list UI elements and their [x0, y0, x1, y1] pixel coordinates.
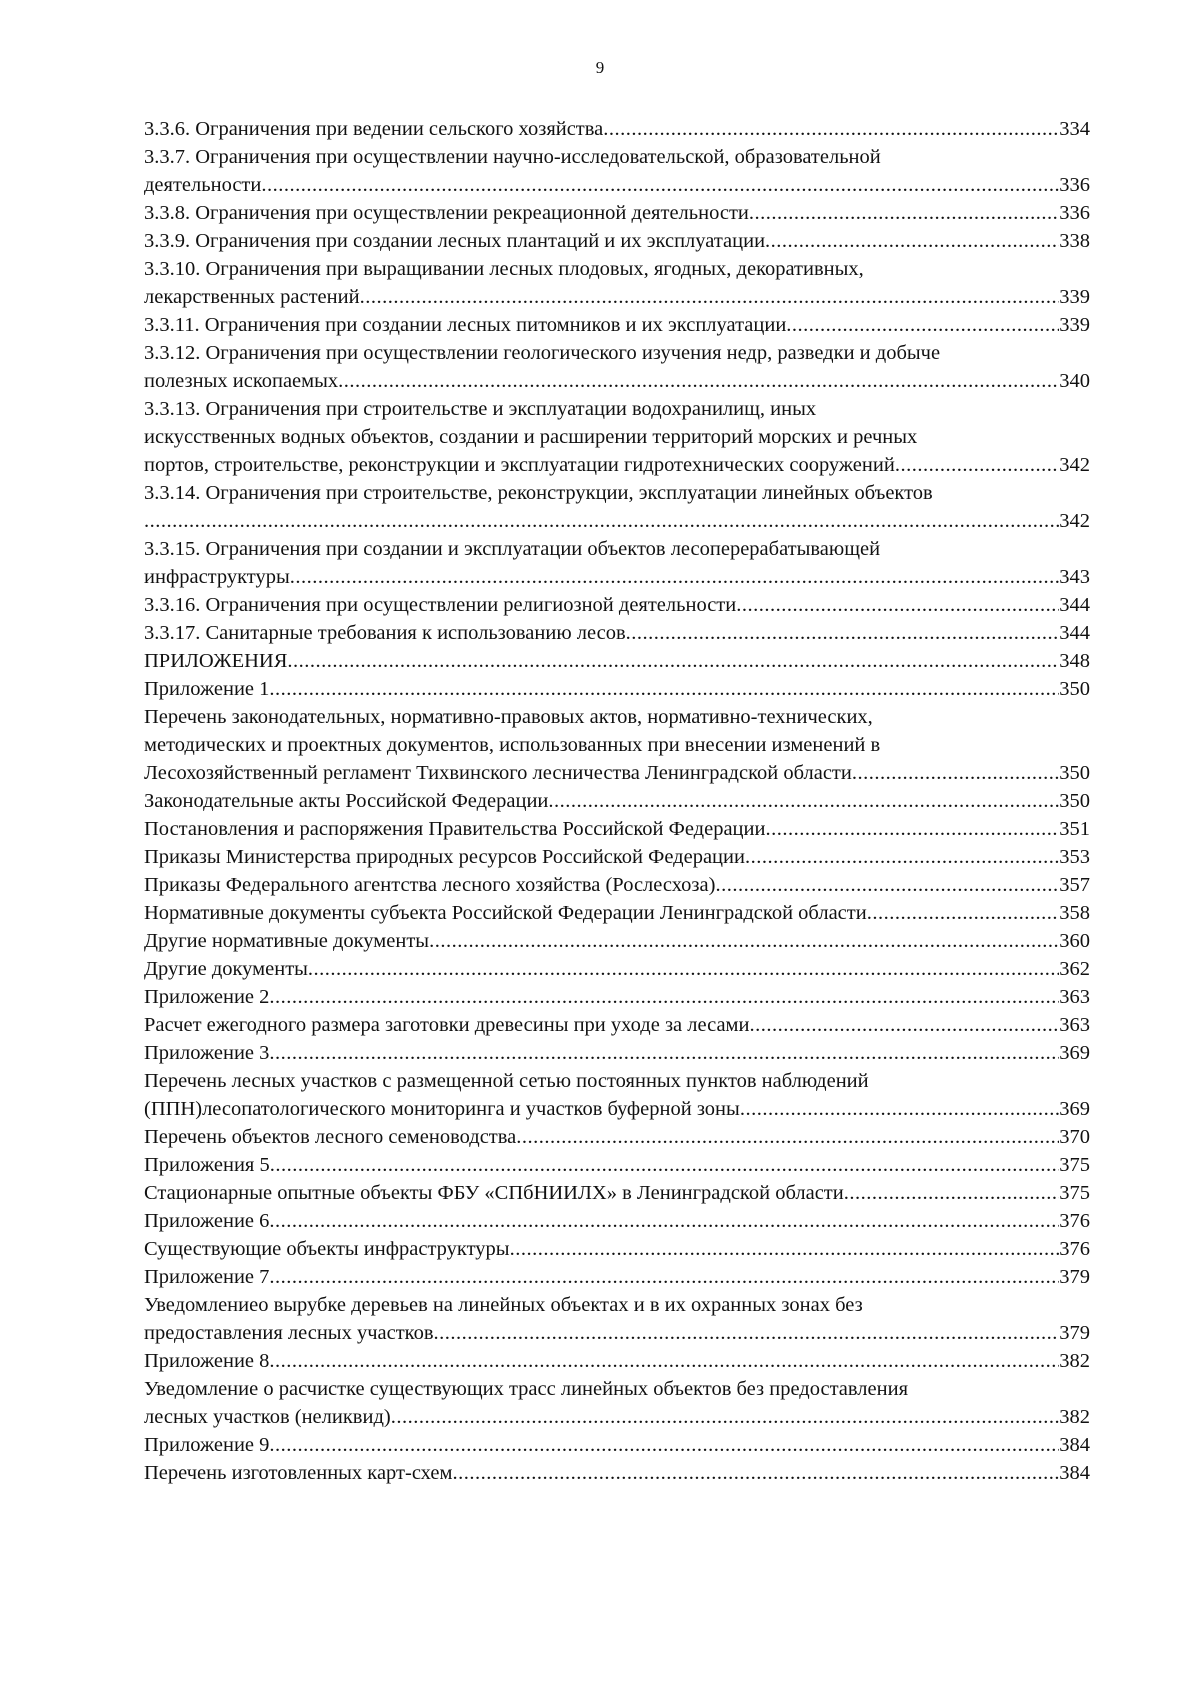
toc-entry-text: 3.3.6. Ограничения при ведении сельского хозяйства: [144, 118, 604, 140]
toc-entry-text: Перечень объектов лесного семеноводства: [144, 1126, 517, 1148]
toc-page-number: 351: [1059, 818, 1090, 840]
toc-entry-text: Приказы Федерального агентства лесного хозяйства (Рослесхоза): [144, 874, 716, 896]
toc-entry-text: полезных ископаемых: [144, 370, 339, 392]
toc-page-number: 369: [1059, 1098, 1090, 1120]
toc-entry[interactable]: [144, 1151, 1090, 1179]
toc-page-number: 375: [1059, 1182, 1090, 1204]
toc-page-number: 342: [1059, 454, 1090, 476]
toc-page-number: 376: [1059, 1238, 1090, 1260]
toc-entry[interactable]: [144, 255, 1090, 311]
toc-entry-text: 3.3.17. Санитарные требования к использованию лесов: [144, 622, 626, 644]
toc-entry[interactable]: [144, 591, 1090, 619]
dot-leader: [740, 1095, 1059, 1123]
dot-leader: [715, 871, 1059, 899]
toc-page-number: 369: [1059, 1042, 1090, 1064]
toc-entry-text: Расчет ежегодного размера заготовки древесины при уходе за лесами: [144, 1014, 750, 1036]
toc-entry-text: лекарственных растений: [144, 286, 360, 308]
dot-leader: [603, 115, 1059, 143]
dot-leader: [269, 1263, 1059, 1291]
toc-entry-text: Приложение 9: [144, 1434, 270, 1456]
toc-entry-text: методических и проектных документов, использованных при внесении изменений в: [144, 734, 881, 756]
toc-page-number: 370: [1059, 1126, 1090, 1148]
dot-leader: [867, 899, 1060, 927]
toc-entry-text: 3.3.11. Ограничения при создании лесных питомников и их эксплуатации: [144, 314, 787, 336]
toc-entry-text: искусственных водных объектов, создании и расширении территорий морских и речных: [144, 426, 918, 448]
dot-leader: [429, 927, 1059, 955]
toc-page-number: 350: [1059, 678, 1090, 700]
toc-page-number: 350: [1059, 762, 1090, 784]
dot-leader: [308, 955, 1059, 983]
toc-page-number: 379: [1059, 1322, 1090, 1344]
toc-page-number: 363: [1059, 1014, 1090, 1036]
toc-entry-text: Другие нормативные документы: [144, 930, 430, 952]
toc-entry[interactable]: [144, 647, 1090, 675]
dot-leader: [895, 451, 1059, 479]
toc-entry[interactable]: [144, 1375, 1090, 1431]
dot-leader: [391, 1403, 1060, 1431]
toc-page-number: 344: [1059, 594, 1090, 616]
toc-entry[interactable]: [144, 199, 1090, 227]
toc-entry-text: 3.3.13. Ограничения при строительстве и эксплуатации водохранилищ, иных: [144, 398, 817, 420]
toc-entry-text: Лесохозяйственный регламент Тихвинского лесничества Ленинградской области: [144, 762, 852, 784]
toc-entry-text: Перечень законодательных, нормативно-правовых актов, нормативно-технических,: [144, 706, 873, 728]
toc-entry-text: Перечень изготовленных карт-схем: [144, 1462, 453, 1484]
dot-leader: [548, 787, 1059, 815]
toc-entry-text: 3.3.7. Ограничения при осуществлении научно-исследовательской, образовательной: [144, 146, 881, 168]
toc-entry[interactable]: [144, 703, 1090, 787]
toc-entry[interactable]: [144, 1347, 1090, 1375]
toc-entry-text: 3.3.14. Ограничения при строительстве, реконструкции, эксплуатации линейных объектов: [144, 482, 933, 504]
toc-entry[interactable]: [144, 983, 1090, 1011]
toc-entry[interactable]: [144, 1123, 1090, 1151]
toc-entry[interactable]: [144, 1263, 1090, 1291]
dot-leader: [750, 1011, 1060, 1039]
toc-entry[interactable]: [144, 395, 1090, 479]
dot-leader: [745, 843, 1059, 871]
toc-entry[interactable]: [144, 1011, 1090, 1039]
toc-entry[interactable]: [144, 115, 1090, 143]
toc-page-number: 336: [1059, 202, 1090, 224]
toc-entry[interactable]: [144, 1067, 1090, 1123]
toc-entry[interactable]: [144, 675, 1090, 703]
dot-leader: [786, 311, 1059, 339]
toc-page-number: 362: [1059, 958, 1090, 980]
toc-entry-text: предоставления лесных участков: [144, 1322, 434, 1344]
toc-entry-text: Нормативные документы субъекта Российской Федерации Ленинградской области: [144, 902, 867, 924]
toc-page-number: 344: [1059, 622, 1090, 644]
toc-page-number: 350: [1059, 790, 1090, 812]
toc-entry-text: Приложения 5: [144, 1154, 270, 1176]
toc-page-number: 360: [1059, 930, 1090, 952]
toc-entry-text: 3.3.16. Ограничения при осуществлении религиозной деятельности: [144, 594, 737, 616]
toc-entry-text: 3.3.8. Ограничения при осуществлении рекреационной деятельности: [144, 202, 749, 224]
toc-page-number: 342: [1059, 510, 1090, 532]
dot-leader: [452, 1459, 1059, 1487]
toc-entry[interactable]: [144, 227, 1090, 255]
toc-entry[interactable]: [144, 899, 1090, 927]
toc-entry[interactable]: [144, 339, 1090, 395]
toc-entry[interactable]: [144, 871, 1090, 899]
toc-entry-text: Приложение 1: [144, 678, 270, 700]
toc-page-number: 382: [1059, 1350, 1090, 1372]
toc-entry[interactable]: [144, 1291, 1090, 1347]
toc-entry[interactable]: [144, 1179, 1090, 1207]
toc-entry-text: Стационарные опытные объекты ФБУ «СПбНИИЛХ» в Ленинградской области: [144, 1182, 844, 1204]
toc-entry-text: (ППН)лесопатологического мониторинга и участков буферной зоны: [144, 1098, 740, 1120]
dot-leader: [290, 563, 1059, 591]
toc-page-number: 339: [1059, 314, 1090, 336]
dot-leader: [516, 1123, 1059, 1151]
toc-entry[interactable]: [144, 927, 1090, 955]
toc-entry-text: Законодательные акты Российской Федерации: [144, 790, 549, 812]
toc-page-number: 338: [1059, 230, 1090, 252]
dot-leader: [338, 367, 1059, 395]
toc-page-number: 339: [1059, 286, 1090, 308]
toc-entry[interactable]: [144, 1207, 1090, 1235]
toc-entry[interactable]: [144, 143, 1090, 199]
toc-entry[interactable]: [144, 787, 1090, 815]
toc-page-number: 363: [1059, 986, 1090, 1008]
toc-entry-text: Существующие объекты инфраструктуры: [144, 1238, 510, 1260]
page-number: 9: [595, 58, 605, 77]
toc-entry-text: 3.3.12. Ограничения при осуществлении геологического изучения недр, разведки и добыче: [144, 342, 941, 364]
toc-page-number: 348: [1059, 650, 1090, 672]
toc-entry-text: 3.3.10. Ограничения при выращивании лесных плодовых, ягодных, декоративных,: [144, 258, 864, 280]
toc-entry[interactable]: [144, 1039, 1090, 1067]
dot-leader: [434, 1319, 1060, 1347]
toc-entry-text: 3.3.9. Ограничения при создании лесных плантаций и их эксплуатации: [144, 230, 766, 252]
dot-leader: [269, 1347, 1059, 1375]
toc-entry-text: Приложение 8: [144, 1350, 270, 1372]
toc-entry[interactable]: [144, 1459, 1090, 1487]
toc-page-number: 334: [1059, 118, 1090, 140]
toc-entry[interactable]: [144, 1235, 1090, 1263]
toc-entry-text: Приложение 2: [144, 986, 270, 1008]
dot-leader: [269, 675, 1059, 703]
toc-entry-text: деятельности: [144, 174, 262, 196]
toc-entry-text: Приложение 6: [144, 1210, 270, 1232]
dot-leader: [749, 199, 1059, 227]
dot-leader: [270, 1151, 1060, 1179]
toc-entry-text: Перечень лесных участков с размещенной сетью постоянных пунктов наблюдений: [144, 1070, 869, 1092]
dot-leader: [269, 1431, 1059, 1459]
toc-entry[interactable]: [144, 619, 1090, 647]
dot-leader: [765, 227, 1059, 255]
dot-leader: [736, 591, 1059, 619]
dot-leader: [144, 507, 1059, 535]
toc-entry[interactable]: [144, 955, 1090, 983]
toc-entry-text: ПРИЛОЖЕНИЯ: [144, 650, 288, 672]
toc-page-number: 340: [1059, 370, 1090, 392]
dot-leader: [269, 983, 1059, 1011]
toc-entry-text: Приложение 3: [144, 1042, 270, 1064]
table-of-contents: [144, 115, 1090, 1487]
dot-leader: [510, 1235, 1060, 1263]
toc-entry[interactable]: [144, 815, 1090, 843]
toc-page-number: 357: [1059, 874, 1090, 896]
toc-page-number: 382: [1059, 1406, 1090, 1428]
toc-page-number: 384: [1059, 1462, 1090, 1484]
toc-entry-text: Уведомление о расчистке существующих трасс линейных объектов без предоставления: [144, 1378, 909, 1400]
toc-entry[interactable]: [144, 535, 1090, 591]
toc-entry[interactable]: [144, 1431, 1090, 1459]
toc-entry[interactable]: [144, 843, 1090, 871]
toc-entry-text: 3.3.15. Ограничения при создании и эксплуатации объектов лесоперерабатывающей: [144, 538, 881, 560]
toc-entry-text: Приложение 7: [144, 1266, 270, 1288]
toc-entry-text: лесных участков (неликвид): [144, 1406, 391, 1428]
toc-entry-text: Приказы Министерства природных ресурсов Российской Федерации: [144, 846, 745, 868]
toc-page-number: 343: [1059, 566, 1090, 588]
toc-entry[interactable]: [144, 311, 1090, 339]
toc-page-number: 376: [1059, 1210, 1090, 1232]
toc-entry-text: Уведомлениео вырубке деревьев на линейных объектах и в их охранных зонах без: [144, 1294, 863, 1316]
dot-leader: [269, 1207, 1059, 1235]
toc-page-number: 379: [1059, 1266, 1090, 1288]
toc-entry-text: Другие документы: [144, 958, 308, 980]
dot-leader: [852, 759, 1059, 787]
dot-leader: [287, 647, 1059, 675]
dot-leader: [765, 815, 1059, 843]
toc-page-number: 336: [1059, 174, 1090, 196]
dot-leader: [269, 1039, 1059, 1067]
toc-entry[interactable]: [144, 479, 1090, 535]
toc-page-number: 358: [1059, 902, 1090, 924]
dot-leader: [261, 171, 1059, 199]
dot-leader: [626, 619, 1060, 647]
toc-entry-text: инфраструктуры: [144, 566, 290, 588]
toc-entry-text: портов, строительстве, реконструкции и эксплуатации гидротехнических сооружений: [144, 454, 895, 476]
dot-leader: [360, 283, 1060, 311]
toc-page-number: 353: [1059, 846, 1090, 868]
dot-leader: [844, 1179, 1060, 1207]
toc-page-number: 384: [1059, 1434, 1090, 1456]
toc-page-number: 375: [1059, 1154, 1090, 1176]
toc-entry-text: Постановления и распоряжения Правительства Российской Федерации: [144, 818, 766, 840]
